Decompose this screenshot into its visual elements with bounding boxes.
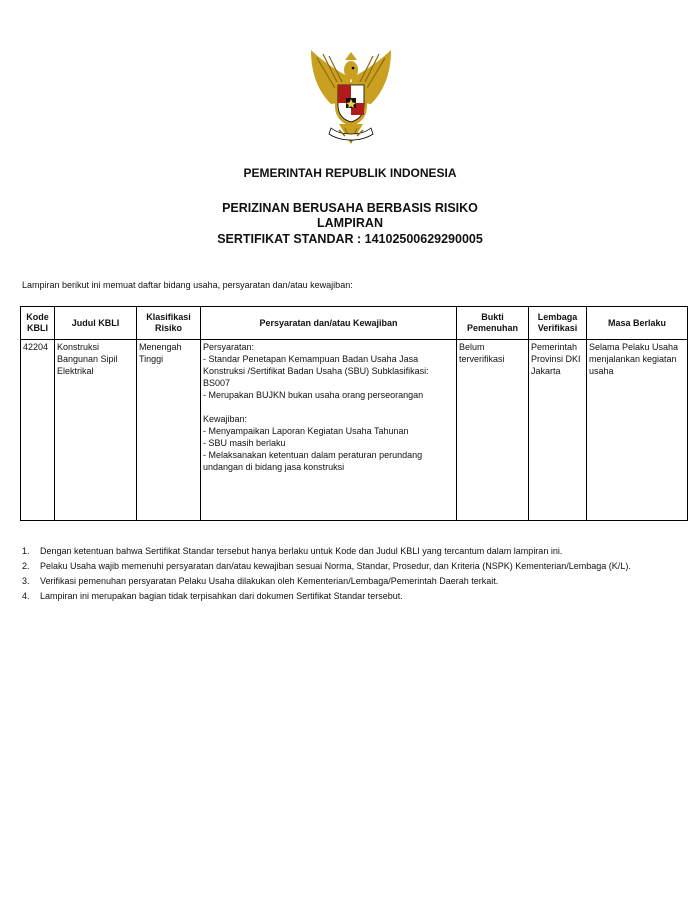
cell-risiko: Menengah Tinggi (137, 340, 201, 521)
notes-list (22, 545, 687, 605)
kbli-table (20, 306, 688, 521)
cell-judul: Konstruksi Bangunan Sipil Elektrikal (55, 340, 137, 521)
cell-bukti: Belum terverifikasi (457, 340, 529, 521)
cell-masa: Selama Pelaku Usaha menjalankan kegiatan usaha (587, 340, 688, 521)
kewajiban-title: Kewajiban: (203, 414, 248, 424)
note-text: Verifikasi pemenuhan persyaratan Pelaku Usaha dilakukan oleh Kementerian/Lembaga/Pemerintah Daerah terkait. (40, 576, 499, 586)
note-text: Pelaku Usaha wajib memenuhi persyaratan dan/atau kewajiban sesuai Norma, Standar, Prosedur, dan Kriteria (NSPK) Kementerian/Lembaga (K/L). (40, 561, 631, 571)
kewajiban-line: - Menyampaikan Laporan Kegiatan Usaha Tahunan (203, 426, 409, 436)
header-persyaratan: Persyaratan dan/atau Kewajiban (201, 307, 457, 340)
table-header-row (21, 307, 688, 340)
certificate-number-heading: SERTIFIKAT STANDAR : 14102500629290005 (217, 232, 483, 246)
cell-persyaratan (201, 340, 457, 521)
list-item (22, 545, 687, 557)
header-bukti-pemenuhan: Bukti Pemenuhan (457, 307, 529, 340)
kewajiban-line: - Melaksanakan ketentuan dalam peraturan perundang undangan di bidang jasa konstruksi (203, 450, 423, 472)
note-text: Lampiran ini merupakan bagian tidak terpisahkan dari dokumen Sertifikat Standar tersebut. (40, 591, 403, 601)
list-item (22, 590, 687, 602)
note-number: 2. (22, 561, 30, 571)
list-item (22, 575, 687, 587)
intro-text: Lampiran berikut ini memuat daftar bidang usaha, persyaratan dan/atau kewajiban: (22, 280, 353, 290)
header-judul-kbli: Judul KBLI (55, 307, 137, 340)
note-number: 1. (22, 546, 30, 556)
note-text: Dengan ketentuan bahwa Sertifikat Standar tersebut hanya berlaku untuk Kode dan Judul KBLI yang tercantum dalam lampiran ini. (40, 546, 563, 556)
table-row (21, 340, 688, 521)
government-heading: PEMERINTAH REPUBLIK INDONESIA (243, 166, 457, 180)
header-lembaga-verifikasi: Lembaga Verifikasi (529, 307, 587, 340)
persyaratan-line: - Merupakan BUJKN bukan usaha orang perseorangan (203, 390, 424, 400)
note-number: 3. (22, 576, 30, 586)
header-masa-berlaku: Masa Berlaku (587, 307, 688, 340)
document-title-line-2: LAMPIRAN (317, 216, 383, 230)
persyaratan-line: - Standar Penetapan Kemampuan Badan Usaha Jasa Konstruksi /Sertifikat Badan Usaha (SBU) Subklasifikasi: BS007 (203, 354, 429, 388)
note-number: 4. (22, 591, 30, 601)
persyaratan-title: Persyaratan: (203, 342, 255, 352)
garuda-emblem-icon (305, 48, 397, 148)
header-kode-kbli: Kode KBLI (21, 307, 55, 340)
cell-lembaga: Pemerintah Provinsi DKI Jakarta (529, 340, 587, 521)
kewajiban-line: - SBU masih berlaku (203, 438, 286, 448)
cell-kode: 42204 (21, 340, 55, 521)
list-item (22, 560, 687, 572)
header-klasifikasi-risiko: Klasifikasi Risiko (137, 307, 201, 340)
document-title-line-1: PERIZINAN BERUSAHA BERBASIS RISIKO (222, 201, 478, 215)
